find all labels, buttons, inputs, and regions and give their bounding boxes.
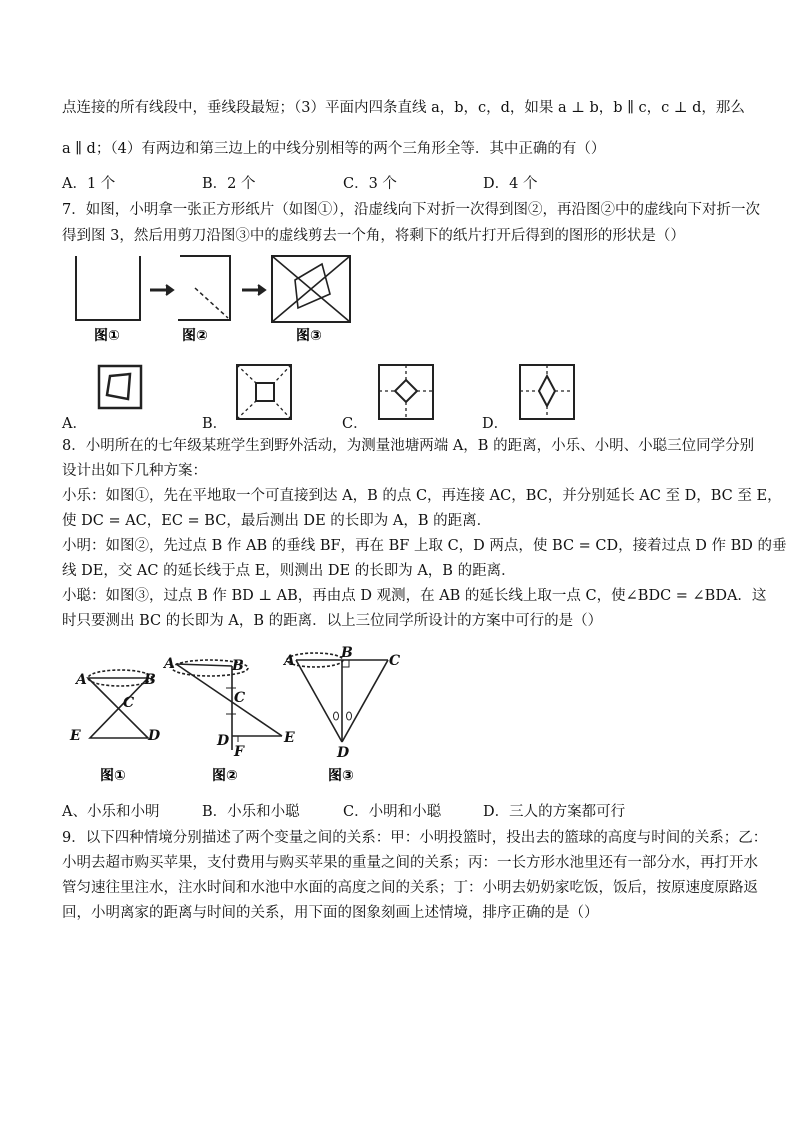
fig2-label-d: D (217, 733, 230, 749)
q7-option-c: C． (342, 416, 368, 432)
fig2-dashline (195, 288, 228, 318)
q7-fold-figures (60, 250, 360, 350)
fig3-cd (342, 660, 388, 742)
q9-line4: 回，小明离家的距离与时间的关系，用下面的图象刻画上述情境，排序正确的是（） (62, 905, 599, 921)
fig1-label-a: A (76, 672, 87, 688)
q7-option-b-figure (234, 362, 294, 422)
q6-option-b: B．2 个 (202, 176, 256, 192)
q8-figures (60, 640, 420, 790)
fig1-label-c: C (123, 695, 135, 711)
fig3-label-a: A (284, 653, 295, 669)
q7-fig-caption-2: 图② (182, 328, 208, 344)
fig3-diagonals (272, 256, 350, 322)
q7-fig-caption-1: 图① (94, 328, 120, 344)
fig2-label-c: C (234, 690, 246, 706)
fig2-shape (178, 256, 230, 320)
q6-option-c: C．3 个 (343, 176, 397, 192)
fig3-label-b: B (341, 645, 353, 661)
q8-line3: 小乐：如图①，先在平地取一个可直接到达 A，B 的点 C，再连接 AC，BC，并分别延长 AC 至 D，BC 至 E， (62, 488, 782, 504)
q8-line4: 使 DC = AC，EC = BC，最后测出 DE 的长即为 A，B 的距离． (62, 513, 492, 529)
q6-line2: a ∥ d；（4）有两边和第三边上的中线分别相等的两个三角形全等．其中正确的有（） (62, 141, 606, 157)
fig3-label-d: D (337, 745, 350, 761)
fig1-label-e: E (70, 728, 81, 744)
q7-line1: 7．如图，小明拿一张正方形纸片（如图①），沿虚线向下对折一次得到图②，再沿图②中的虚线向下对折一次 (62, 202, 760, 218)
q8-option-b: B．小乐和小聪 (202, 804, 300, 820)
q8-line2: 设计出如下几种方案： (62, 463, 207, 479)
q8-option-a: A、小乐和小明 (62, 804, 160, 820)
q7-option-a: A． (62, 416, 87, 432)
q8-line6: 线 DE，交 AC 的延长线于点 E，则测出 DE 的长即为 A，B 的距离． (62, 563, 516, 579)
fig3-ad (296, 660, 342, 742)
q9-line2: 小明去超市购买苹果，支付费用与购买苹果的重量之间的关系；丙：一长方形水池里还有一部分水，再打开水 (62, 855, 758, 871)
arrow-2-head (258, 285, 265, 295)
q7-line2: 得到图 3，然后用剪刀沿图③中的虚线剪去一个角，将剩下的纸片打开后得到的图形的形状是（） (62, 228, 685, 244)
q8-option-d: D．三人的方案都可行 (483, 804, 626, 820)
fig2-label-f: F (234, 744, 244, 760)
q7-option-b: B． (202, 416, 228, 432)
q8-line8: 时只要测出 BC 的长即为 A，B 的距离．以上三位同学所设计的方案中可行的是（） (62, 613, 603, 629)
fig1-label-d: D (148, 728, 161, 744)
fig3-label-c: C (389, 653, 401, 669)
q8-line5: 小明：如图②，先过点 B 作 AB 的垂线 BF，再在 BF 上取 C，D 两点，使 BC = CD，接着过点 D 作 BD 的垂 (62, 538, 787, 554)
q8-line1: 8．小明所在的七年级某班学生到野外活动，为测量池塘两端 A，B 的距离，小乐、小明、小聪三位同学分别 (62, 438, 755, 454)
fig1-lines (88, 678, 148, 738)
q6-line1: 点连接的所有线段中，垂线段最短；（3）平面内四条直线 a，b，c，d，如果 a ⊥ b，b ∥ c，c ⊥ d，那么 (62, 100, 745, 116)
q8-option-c: C．小明和小聪 (343, 804, 442, 820)
q7-option-c-figure (376, 362, 436, 422)
q7-fig-caption-3: 图③ (296, 328, 322, 344)
q6-option-a: A．1 个 (62, 176, 116, 192)
fig2-label-b: B (232, 658, 244, 674)
q8-fig-caption-3: 图③ (328, 768, 354, 784)
q9-line1: 9．以下四种情境分别描述了两个变量之间的关系：甲：小明投篮时，投出去的篮球的高度与时间的关系；乙： (62, 830, 768, 846)
fig1-square (76, 256, 140, 320)
fig2-label-a: A (164, 656, 175, 672)
q8-fig-caption-1: 图① (100, 768, 126, 784)
q7-option-a-figure (95, 362, 145, 412)
fig1-label-b: B (144, 672, 156, 688)
q7-option-d-figure (517, 362, 577, 422)
fig2-ab (176, 664, 232, 666)
fig2-label-e: E (284, 730, 295, 746)
q6-option-d: D．4 个 (483, 176, 538, 192)
q9-line3: 管匀速往里注水，注水时间和水池中水面的高度之间的关系；丁：小明去奶奶家吃饭，饭后，按原速度原路返 (62, 880, 758, 896)
q8-line7: 小聪：如图③，过点 B 作 BD ⊥ AB，再由点 D 观测，在 AB 的延长线上取一点 C，使∠BDC = ∠BDA．这 (62, 588, 767, 604)
q8-fig-caption-2: 图② (212, 768, 238, 784)
q7-option-d: D． (482, 416, 509, 432)
fig2-right-angle (232, 736, 238, 742)
arrow-1-head (166, 285, 173, 295)
